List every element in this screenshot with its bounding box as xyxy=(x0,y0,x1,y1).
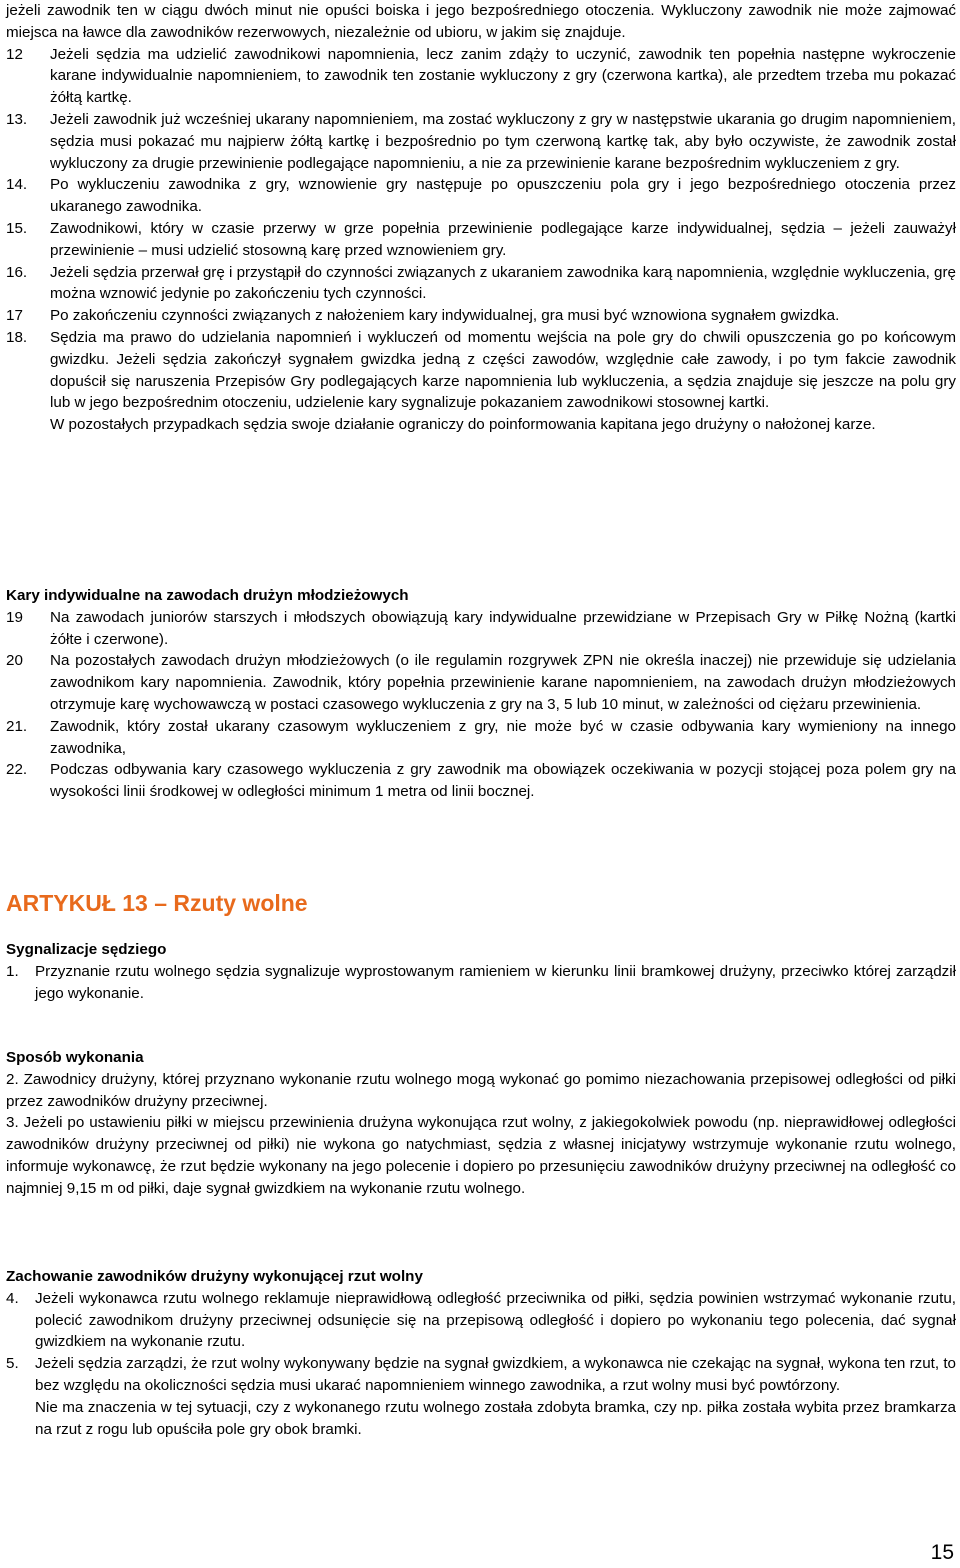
item-text: Podczas odbywania kary czasowego wykluczenia z gry zawodnik ma obowiązek oczekiwania w pozycji stojącej poza polem gry na wysokości linii środkowej w odległości minimum 1 metra od linii bocznej. xyxy=(50,761,956,801)
item-text: Sędzia ma prawo do udzielania napomnień i wykluczeń od momentu wejścia na pole gry do chwili opuszczenia go po końcowym gwizdku. Jeżeli sędzia zakończył sygnałem gwizdka jedną z części zawodów, względnie całe zawody, i po tym fakcie zawodnik dopuścił się naruszenia Przepisów Gry podlegających karze napomnienia lub wykluczenia, a sędzia znajduje się jeszcze na polu gry lub w jego bezpośrednim otoczeniu, udzielenie kary sygnalizuje pokazaniem zawodnikowi stosownej kartki. xyxy=(50,328,956,412)
item-number: 18. xyxy=(6,328,28,346)
item-number: 5. xyxy=(6,1355,19,1373)
list-item xyxy=(6,607,956,651)
list-item xyxy=(6,218,956,262)
list-item xyxy=(6,109,956,174)
list-item xyxy=(6,961,956,1005)
item-text: Przyznanie rzutu wolnego sędzia sygnalizuje wyprostowanym ramieniem w kierunku linii bramkowej drużyny, przeciwko której zarządził jego wykonanie. xyxy=(35,962,956,1002)
item-text: Jeżeli sędzia zarządzi, że rzut wolny wykonywany będzie na sygnał gwizdkiem, a wykonawca nie czekając na sygnał, wykona ten rzut, to bez względu na okoliczności sędzia musi ukarać napomnieniem winnego zawodnika, a rzut wolny musi być powtórzony. xyxy=(35,1355,956,1394)
item-text: Jeżeli sędzia ma udzielić zawodnikowi napomnienia, lecz zanim zdąży to uczynić, zawodnik ten popełnia następne wykroczenie karane indywidualnie napomnieniem, to zawodnik ten zostanie wykluczony z gry (czerwona kartka), ale przedtem trzeba mu pokazać żółtą kartkę. xyxy=(50,45,956,107)
item-continuation: W pozostałych przypadkach sędzia swoje działanie ograniczy do poinformowania kapitana jego drużyny o nałożonej karze. xyxy=(50,416,876,434)
list-item xyxy=(6,650,956,715)
signalling-section xyxy=(6,939,956,1004)
intro-paragraph: jeżeli zawodnik ten w ciągu dwóch minut nie opuści boiska i jego bezpośredniego otoczenia. Wykluczony zawodnik nie może zajmować miejsca na ławce dla zawodników rezerwowych, niezależnie od ubioru, w jakim się znajduje. xyxy=(6,2,956,41)
item-number: 12 xyxy=(6,45,23,63)
section-heading: Kary indywidualne na zawodach drużyn młodzieżowych xyxy=(6,587,409,604)
item-text: Na zawodach juniorów starszych i młodszych obowiązują kary indywidualne przewidziane w Przepisach Gry w Piłkę Nożną (kartki żółte i czerwone). xyxy=(50,608,956,648)
list-item xyxy=(6,1353,956,1397)
item-number: 19 xyxy=(6,608,23,626)
youth-penalties-section xyxy=(6,585,956,803)
item-text: Zawodnikowi, który w czasie przerwy w grze popełnia przewinienie podlegające karze indywidualnej, sędzia – jeżeli zauważył przewinienie – musi udzielić stosowną karę przed wznowieniem gry. xyxy=(50,219,956,259)
section-heading: Sygnalizacje sędziego xyxy=(6,941,167,958)
item-text: Na pozostałych zawodach drużyn młodzieżowych (o ile regulamin rozgrywek ZPN nie określa inaczej) nie przewiduje się udzielania zawodnikom kary napomnienia. Zawodnik, który popełnia przewinienie karane napomnieniem, na zawodach drużyn młodzieżowych otrzymuje karę wychowawczą w postaci czasowego wykluczenia z gry na 3, 5 lub 10 minut, w zależności od ciężaru przewinienia. xyxy=(50,652,956,713)
item-number: 17 xyxy=(6,307,23,325)
item-text: Po zakończeniu czynności związanych z nałożeniem kary indywidualnej, gra musi być wznowiona sygnałem gwizdka. xyxy=(50,307,840,325)
item-number: 13. xyxy=(6,110,28,128)
item-text: Jeżeli sędzia przerwał grę i przystąpił do czynności związanych z ukaraniem zawodnika karą napomnienia, względnie wykluczenia, grę można wznowić jedynie po zakończeniu tych czynności. xyxy=(50,263,956,303)
item-text: Jeżeli wykonawca rzutu wolnego reklamuje nieprawidłową odległość przeciwnika od piłki, sędzia powinien wstrzymać wykonanie rzutu, polecić zawodnikom drużyny przeciwnej odsunięcie się na przepisową odległość i dopiero po wykonaniu tego polecenia, dać sygnał gwizdkiem na wykonanie rzutu. xyxy=(35,1289,956,1351)
article-title: ARTYKUŁ 13 – Rzuty wolne xyxy=(6,890,308,916)
item-number: 16. xyxy=(6,263,28,281)
list-item xyxy=(6,305,956,327)
item-number: 15. xyxy=(6,219,28,237)
method-section xyxy=(6,1047,956,1200)
method-paragraph: 3. Jeżeli po ustawieniu piłki w miejscu przewinienia drużyna wykonująca rzut wolny, z jakiegokolwiek powodu (np. nieprawidłowej odległości zawodników drużyny przeciwnej od piłki) nie wykona go natychmiast, sędzia z własnej inicjatywy wstrzymuje wykonanie rzutu wolnego, informuje wykonawcę, że rzut będzie wykonany na jego polecenie i dopiero po przesunięciu zawodników drużyny przeciwnej na odległość co najmniej 9,15 m od piłki, daje sygnał gwizdkiem na wykonanie rzutu wolnego. xyxy=(6,1114,956,1197)
item-text: Po wykluczeniu zawodnika z gry, wznowienie gry następuje po opuszczeniu pola gry i jego bezpośredniego otoczenia przez ukaranego zawodnika. xyxy=(50,176,956,216)
item-number: 1. xyxy=(6,962,19,980)
item-number: 21. xyxy=(6,717,28,735)
item-number: 4. xyxy=(6,1289,19,1307)
item-number: 22. xyxy=(6,761,28,779)
item-number: 20 xyxy=(6,652,23,670)
item-number: 14. xyxy=(6,176,28,194)
item-text: Zawodnik, który został ukarany czasowym wykluczeniem z gry, nie może być w czasie odbywania kary wymieniony na innego zawodnika, xyxy=(50,717,956,757)
list-item xyxy=(6,759,956,803)
article-title-block xyxy=(6,889,956,917)
item-text: Jeżeli zawodnik już wcześniej ukarany napomnieniem, ma zostać wykluczony z gry w następstwie ukarania go drugim napomnieniem, sędzia musi pokazać mu najpierw żółtą kartkę i bezpośrednio po tym czerwoną kartkę tak, aby było oczywiste, że zawodnik został wykluczony za drugie przewinienie podlegające napomnieniu, a nie za przewinienie karane bezpośrednim wykluczeniem z gry. xyxy=(50,110,956,172)
list-item xyxy=(6,262,956,306)
list-item xyxy=(6,1288,956,1353)
section-heading: Zachowanie zawodników drużyny wykonującej rzut wolny xyxy=(6,1268,423,1285)
list-item xyxy=(6,174,956,218)
method-paragraph: 2. Zawodnicy drużyny, której przyznano wykonanie rzutu wolnego mogą wykonać go pomimo niezachowania przepisowej odległości od piłki przez zawodników drużyny przeciwnej. xyxy=(6,1070,956,1110)
section-heading: Sposób wykonania xyxy=(6,1049,144,1066)
item-continuation: Nie ma znaczenia w tej sytuacji, czy z wykonanego rzutu wolnego została zdobyta bramka, czy np. piłka została wybita przez bramkarza na rzut z rogu lub opuściła pole gry obok bramki. xyxy=(35,1398,956,1438)
behavior-section xyxy=(6,1266,956,1440)
penalties-section xyxy=(6,0,956,436)
page-number: 15 xyxy=(930,1541,954,1564)
list-item xyxy=(6,716,956,760)
list-item xyxy=(6,44,956,109)
list-item xyxy=(6,327,956,414)
